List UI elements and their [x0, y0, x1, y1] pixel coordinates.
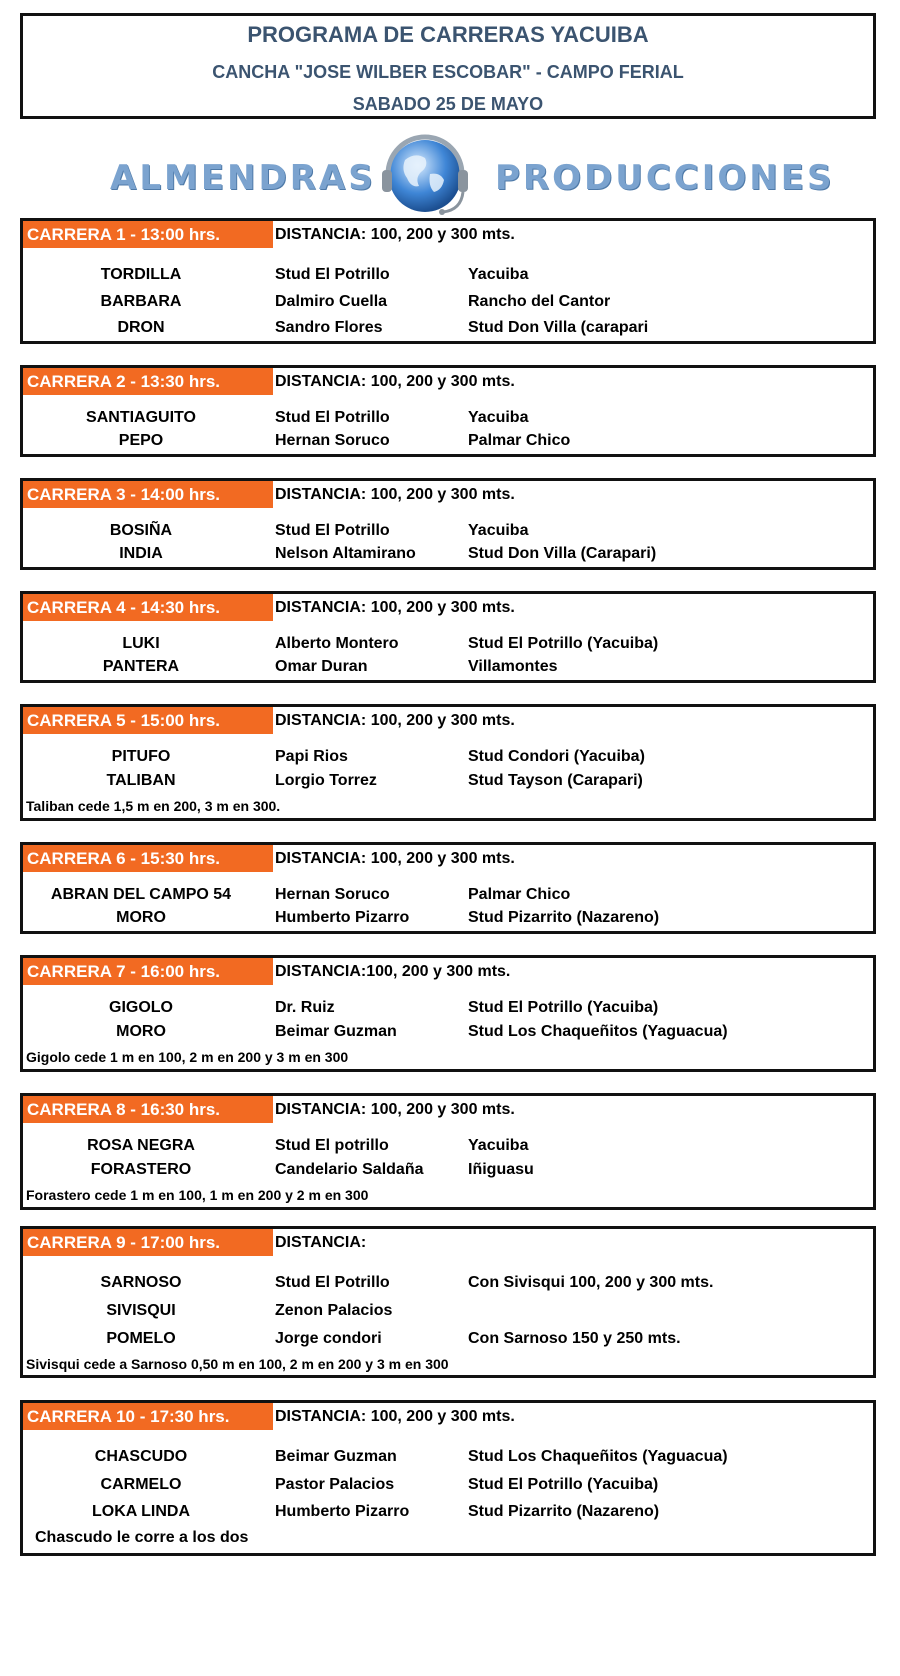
- race-distance: DISTANCIA: 100, 200 y 300 mts.: [275, 1101, 515, 1118]
- owner-name: Stud El Potrillo: [275, 522, 390, 539]
- race-block-3: [20, 478, 876, 570]
- horse-name: PANTERA: [102, 658, 180, 675]
- owner-name: Stud El Potrillo: [275, 409, 390, 426]
- race-block-5: [20, 704, 876, 821]
- origin-name: Stud Tayson (Carapari): [468, 772, 643, 789]
- race-time-badge: CARRERA 1 - 13:00 hrs.: [23, 221, 273, 248]
- horse-name: SARNOSO: [100, 1274, 182, 1291]
- entry-row: [23, 1274, 873, 1298]
- race-block-6: [20, 842, 876, 934]
- horse-name: SANTIAGUITO: [86, 409, 196, 426]
- race-distance: DISTANCIA: 100, 200 y 300 mts.: [275, 1408, 515, 1425]
- origin-name: Yacuiba: [468, 522, 529, 539]
- race-distance: DISTANCIA:: [275, 1234, 367, 1251]
- race-time-badge: CARRERA 2 - 13:30 hrs.: [23, 368, 273, 395]
- owner-name: Jorge condori: [275, 1330, 382, 1347]
- entry-row: [23, 409, 873, 433]
- race-distance: DISTANCIA: 100, 200 y 300 mts.: [275, 599, 515, 616]
- race-distance: DISTANCIA: 100, 200 y 300 mts.: [275, 486, 515, 503]
- race-time-badge: CARRERA 8 - 16:30 hrs.: [23, 1096, 273, 1123]
- entry-row: [23, 886, 873, 910]
- origin-name: Villamontes: [468, 658, 558, 675]
- horse-name: POMELO: [106, 1330, 176, 1347]
- owner-name: Lorgio Torrez: [275, 772, 377, 789]
- origin-name: Stud El Potrillo (Yacuiba): [468, 999, 659, 1016]
- horse-name: MORO: [116, 909, 166, 926]
- origin-name: Con Sarnoso 150 y 250 mts.: [468, 1330, 681, 1347]
- origin-name: Stud Los Chaqueñitos (Yaguacua): [468, 1023, 728, 1040]
- origin-name: Stud Pizarrito (Nazareno): [468, 1503, 660, 1520]
- race-note: Sivisqui cede a Sarnoso 0,50 m en 100, 2 m en 200 y 3 m en 300: [26, 1356, 449, 1372]
- entry-row: [23, 772, 873, 796]
- entry-row: [23, 293, 873, 317]
- entry-row: [23, 545, 873, 569]
- origin-name: Rancho del Cantor: [468, 293, 611, 310]
- horse-name: BOSIÑA: [109, 522, 173, 539]
- entry-row: [23, 1137, 873, 1161]
- race-block-9: [20, 1226, 876, 1378]
- race-distance: DISTANCIA: 100, 200 y 300 mts.: [275, 850, 515, 867]
- globe-headset-icon: [370, 130, 480, 220]
- horse-name: MORO: [116, 1023, 166, 1040]
- race-distance: DISTANCIA: 100, 200 y 300 mts.: [275, 226, 515, 243]
- horse-name: TALIBAN: [106, 772, 176, 789]
- race-distance: DISTANCIA: 100, 200 y 300 mts.: [275, 373, 515, 390]
- origin-name: Stud Don Villa (carapari: [468, 319, 649, 336]
- owner-name: Humberto Pizarro: [275, 909, 410, 926]
- owner-name: Sandro Flores: [275, 319, 383, 336]
- origin-name: Stud Los Chaqueñitos (Yaguacua): [468, 1448, 728, 1465]
- owner-name: Beimar Guzman: [275, 1448, 397, 1465]
- owner-name: Hernan Soruco: [275, 432, 390, 449]
- entry-row: [23, 909, 873, 933]
- owner-name: Dalmiro Cuella: [275, 293, 388, 310]
- origin-name: Yacuiba: [468, 409, 529, 426]
- logo-word-right: PRODUCCIONES: [495, 158, 835, 198]
- horse-name: DRON: [117, 319, 165, 336]
- origin-name: Palmar Chico: [468, 886, 571, 903]
- entry-row: [23, 999, 873, 1023]
- entry-row: [23, 1448, 873, 1472]
- horse-name: CARMELO: [100, 1476, 182, 1493]
- entry-row: [23, 319, 873, 343]
- entry-row: [23, 1161, 873, 1185]
- race-time-badge: CARRERA 4 - 14:30 hrs.: [23, 594, 273, 621]
- owner-name: Zenon Palacios: [275, 1302, 393, 1319]
- owner-name: Candelario Saldaña: [275, 1161, 424, 1178]
- race-note: Chascudo le corre a los dos: [35, 1529, 249, 1546]
- race-note: Forastero cede 1 m en 100, 1 m en 200 y 2 m en 300: [26, 1187, 369, 1203]
- race-block-2: [20, 365, 876, 457]
- owner-name: Omar Duran: [275, 658, 368, 675]
- almendras-logo: [100, 130, 835, 225]
- owner-name: Stud El Potrillo: [275, 266, 390, 283]
- entry-row: [23, 522, 873, 546]
- program-header: [20, 13, 876, 119]
- race-time-badge: CARRERA 10 - 17:30 hrs.: [23, 1403, 273, 1430]
- entry-row: [23, 1476, 873, 1500]
- horse-name: SIVISQUI: [106, 1302, 176, 1319]
- horse-name: LUKI: [122, 635, 160, 652]
- horse-name: ABRAN DEL CAMPO 54: [50, 886, 232, 903]
- horse-name: TORDILLA: [100, 266, 182, 283]
- entry-row: [23, 658, 873, 682]
- race-time-badge: CARRERA 3 - 14:00 hrs.: [23, 481, 273, 508]
- horse-name: INDIA: [119, 545, 163, 562]
- horse-name: PITUFO: [111, 748, 171, 765]
- entry-row: [23, 1023, 873, 1047]
- race-block-4: [20, 591, 876, 683]
- race-note: Taliban cede 1,5 m en 200, 3 m en 300.: [26, 798, 281, 814]
- race-time-badge: CARRERA 9 - 17:00 hrs.: [23, 1229, 273, 1256]
- race-time-badge: CARRERA 7 - 16:00 hrs.: [23, 958, 273, 985]
- entry-row: [23, 432, 873, 456]
- program-title: PROGRAMA DE CARRERAS YACUIBA: [247, 22, 649, 47]
- owner-name: Papi Rios: [275, 748, 348, 765]
- date-line: SABADO 25 DE MAYO: [352, 94, 544, 114]
- origin-name: Palmar Chico: [468, 432, 571, 449]
- origin-name: Yacuiba: [468, 1137, 529, 1154]
- horse-name: LOKA LINDA: [91, 1503, 191, 1520]
- owner-name: Dr. Ruiz: [275, 999, 335, 1016]
- horse-name: CHASCUDO: [94, 1448, 188, 1465]
- horse-name: ROSA NEGRA: [87, 1137, 195, 1154]
- owner-name: Beimar Guzman: [275, 1023, 397, 1040]
- race-block-1: [20, 218, 876, 344]
- origin-name: Iñiguasu: [468, 1161, 534, 1178]
- race-distance: DISTANCIA: 100, 200 y 300 mts.: [275, 712, 515, 729]
- race-block-7: [20, 955, 876, 1072]
- entry-row: [23, 635, 873, 659]
- origin-name: Stud Don Villa (Carapari): [468, 545, 657, 562]
- entry-row: [23, 748, 873, 772]
- horse-name: BARBARA: [100, 293, 182, 310]
- origin-name: Stud El Potrillo (Yacuiba): [468, 635, 659, 652]
- origin-name: Yacuiba: [468, 266, 529, 283]
- owner-name: Humberto Pizarro: [275, 1503, 410, 1520]
- entry-row: [23, 1330, 873, 1354]
- horse-name: GIGOLO: [109, 999, 173, 1016]
- race-block-10: [20, 1400, 876, 1556]
- race-distance: DISTANCIA:100, 200 y 300 mts.: [275, 963, 511, 980]
- race-time-badge: CARRERA 6 - 15:30 hrs.: [23, 845, 273, 872]
- owner-name: Stud El potrillo: [275, 1137, 389, 1154]
- origin-name: Stud El Potrillo (Yacuiba): [468, 1476, 659, 1493]
- horse-name: FORASTERO: [90, 1161, 192, 1178]
- venue-line: CANCHA "JOSE WILBER ESCOBAR" - CAMPO FERIAL: [212, 62, 684, 82]
- origin-name: Con Sivisqui 100, 200 y 300 mts.: [468, 1274, 714, 1291]
- logo-word-left: ALMENDRAS: [110, 158, 376, 198]
- entry-row: [23, 266, 873, 290]
- owner-name: Hernan Soruco: [275, 886, 390, 903]
- origin-name: Stud Pizarrito (Nazareno): [468, 909, 660, 926]
- race-block-8: [20, 1093, 876, 1210]
- owner-name: Stud El Potrillo: [275, 1274, 390, 1291]
- race-note: Gigolo cede 1 m en 100, 2 m en 200 y 3 m en 300: [26, 1049, 349, 1065]
- owner-name: Pastor Palacios: [275, 1476, 395, 1493]
- entry-row: [23, 1302, 873, 1326]
- race-time-badge: CARRERA 5 - 15:00 hrs.: [23, 707, 273, 734]
- owner-name: Alberto Montero: [275, 635, 399, 652]
- entry-row: [23, 1503, 873, 1527]
- origin-name: Stud Condori (Yacuiba): [468, 748, 645, 765]
- horse-name: PEPO: [118, 432, 164, 449]
- owner-name: Nelson Altamirano: [275, 545, 416, 562]
